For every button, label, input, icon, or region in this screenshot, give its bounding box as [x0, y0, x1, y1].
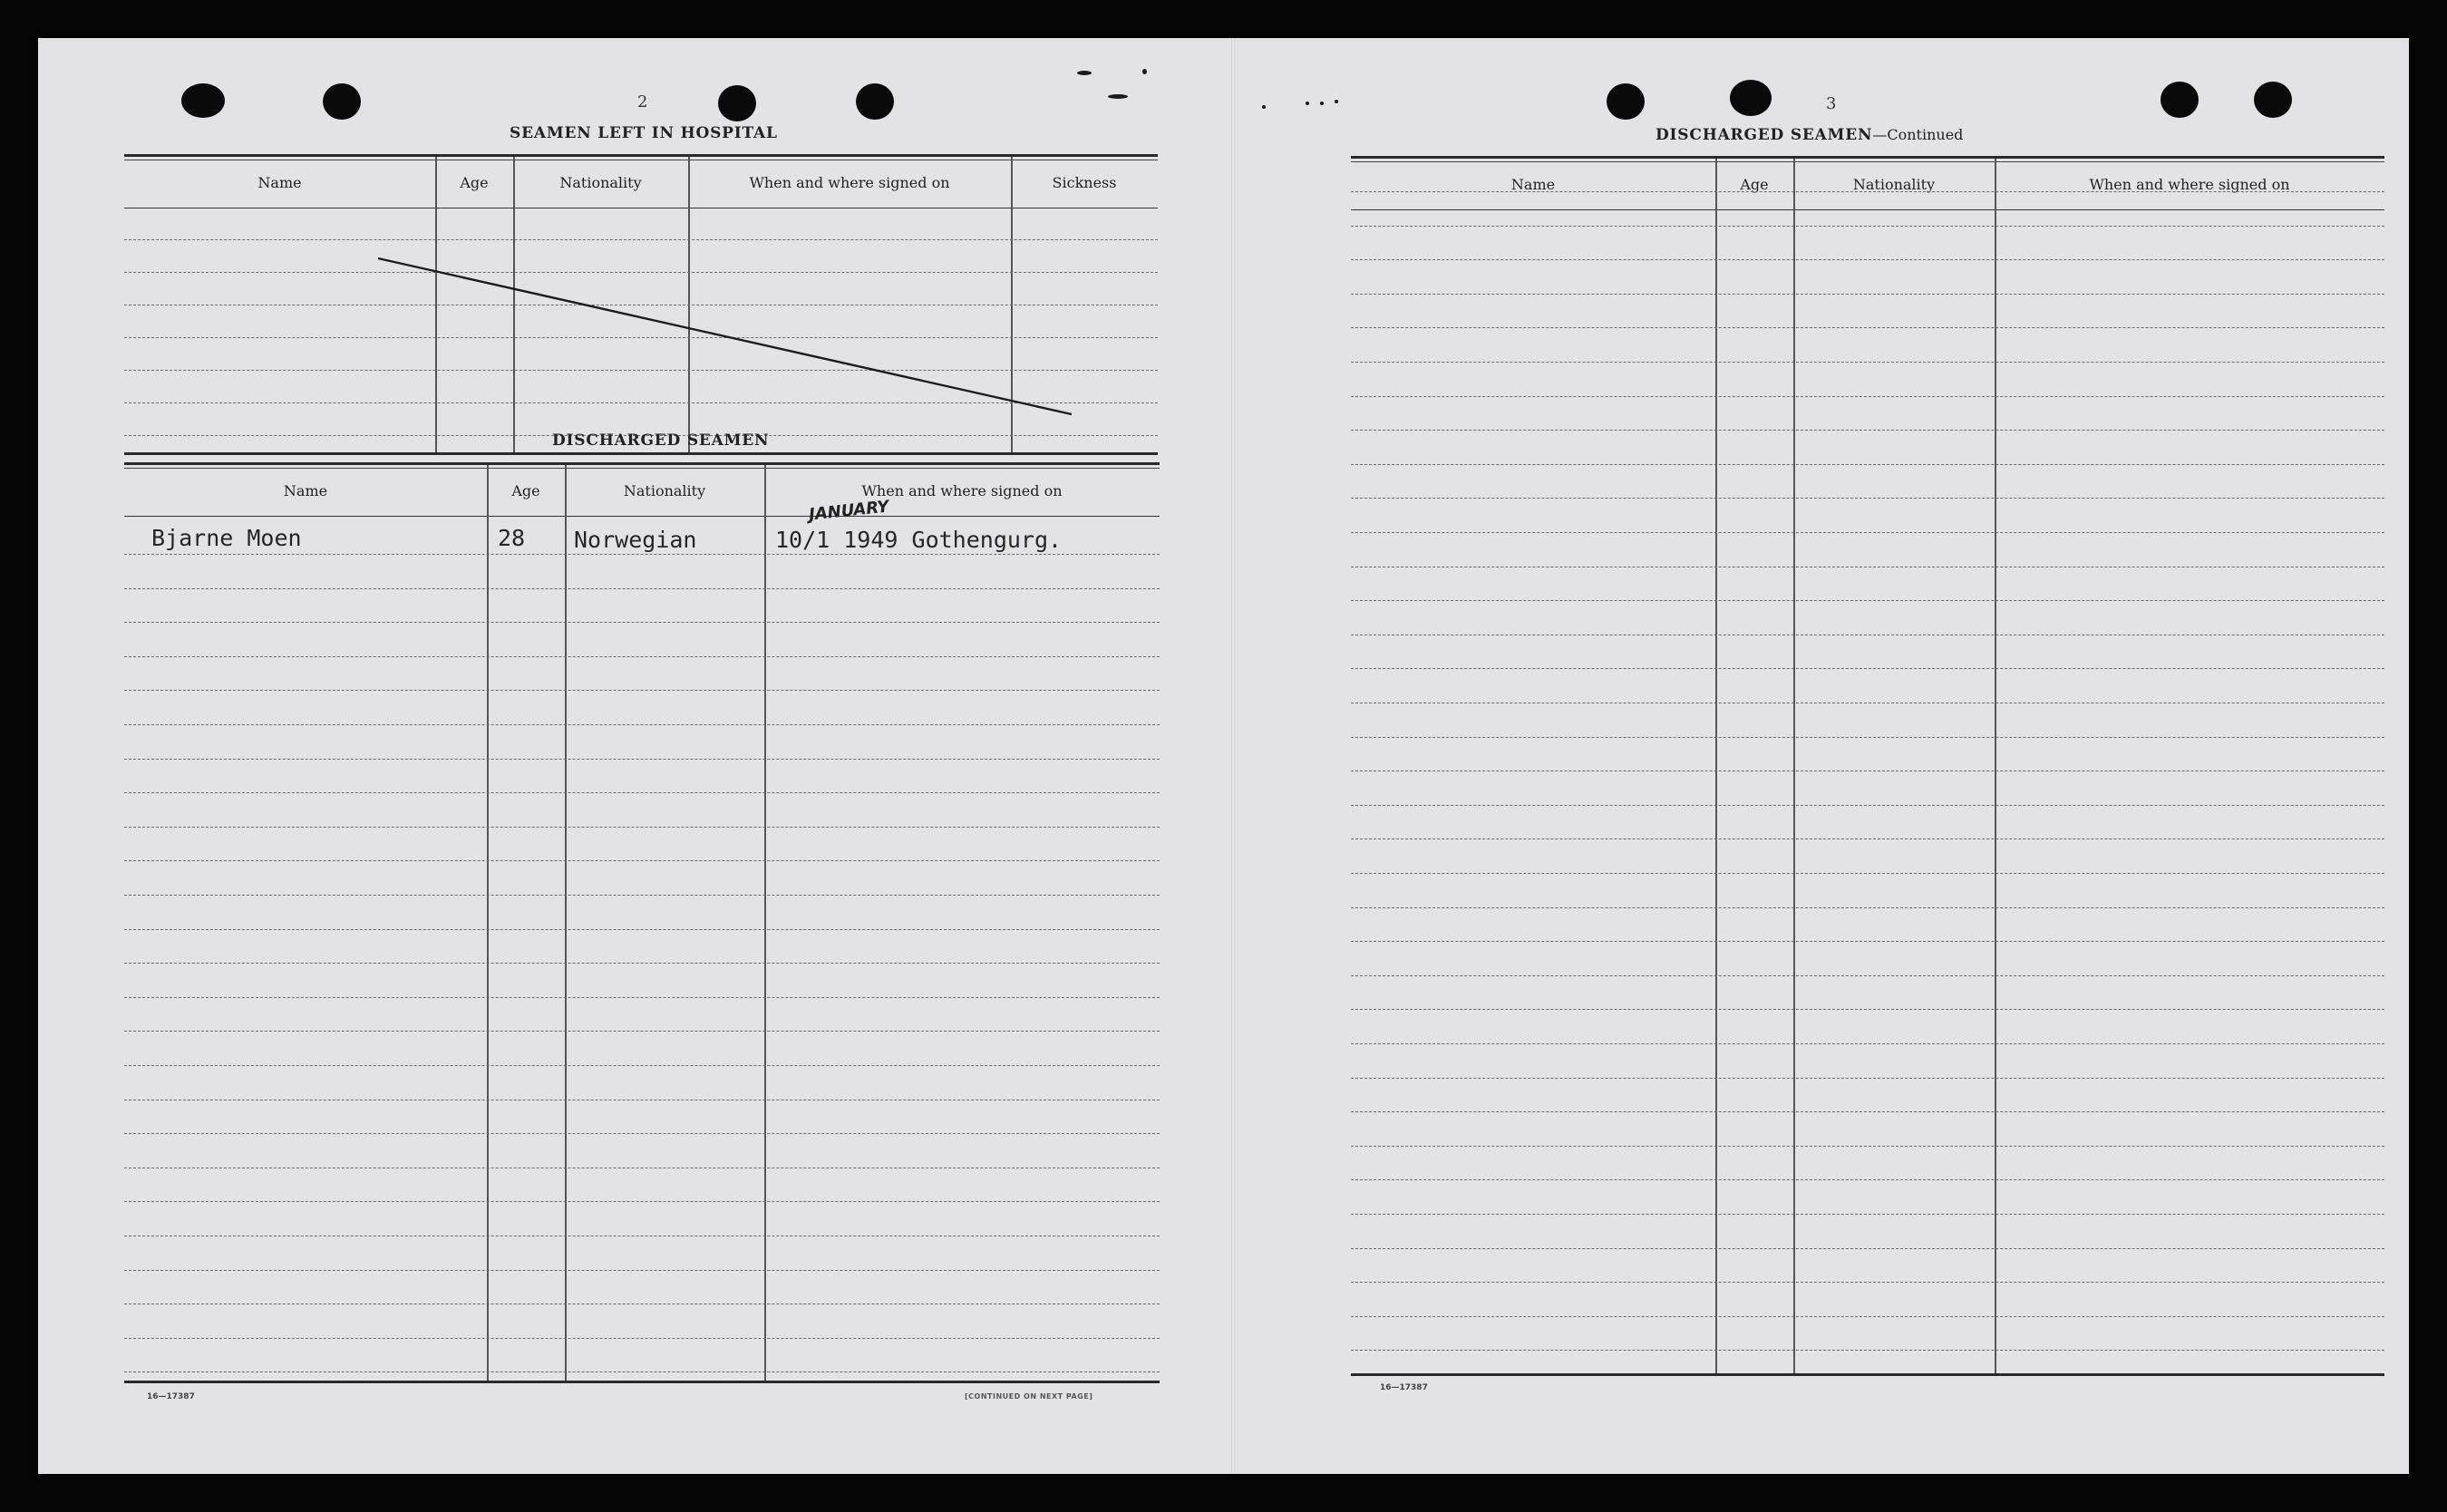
- column-divider: [1715, 159, 1717, 1373]
- row-rule: [1351, 1078, 2384, 1079]
- row-rule: [124, 792, 1160, 793]
- punch-hole: [1607, 83, 1645, 120]
- row-rule: [124, 554, 1160, 555]
- row-rule: [1351, 1316, 2384, 1317]
- punch-hole: [856, 83, 894, 120]
- row-rule: [1351, 975, 2384, 976]
- discharged-table-header: [124, 465, 1160, 517]
- discharged-table: [124, 462, 1160, 1382]
- scan-speck: [1306, 102, 1309, 105]
- left-page: [38, 38, 1233, 1474]
- row-rule: [124, 759, 1160, 760]
- punch-hole: [323, 83, 361, 120]
- document-scan: [38, 38, 2409, 1474]
- form-number: 16—17387: [1380, 1383, 1428, 1392]
- row-rule: [124, 724, 1160, 725]
- scan-speck: [1108, 94, 1128, 99]
- row-rule: [1351, 1043, 2384, 1044]
- column-header-sickness: Sickness: [1052, 173, 1117, 191]
- column-divider: [565, 465, 567, 1381]
- punch-hole: [2161, 82, 2199, 118]
- row-rule: [1351, 1248, 2384, 1249]
- column-header-name: Name: [257, 173, 302, 191]
- row-rule: [1351, 226, 2384, 227]
- row-rule: [1351, 294, 2384, 295]
- row-rule: [1351, 1009, 2384, 1010]
- row-rule: [124, 622, 1160, 623]
- row-rule: [124, 1270, 1160, 1271]
- row-rule: [1351, 668, 2384, 669]
- row-rule: [124, 1338, 1160, 1339]
- row-rule: [124, 1201, 1160, 1202]
- row-rule: [1351, 907, 2384, 908]
- punch-hole: [1730, 80, 1772, 116]
- seaman-signed-on: 10/1 1949 Gothengurg.: [775, 527, 1063, 553]
- scan-speck: [1262, 105, 1266, 109]
- column-header-nationality: Nationality: [559, 173, 642, 191]
- hospital-section-title: SEAMEN LEFT IN HOSPITAL: [510, 124, 778, 142]
- row-rule: [1351, 600, 2384, 601]
- seaman-nationality: Norwegian: [574, 527, 697, 553]
- column-header-name: Name: [1510, 175, 1556, 193]
- punch-hole: [2254, 82, 2292, 118]
- row-rule: [1351, 362, 2384, 363]
- row-rule: [124, 860, 1160, 861]
- row-rule: [1351, 430, 2384, 431]
- row-rule: [124, 827, 1160, 828]
- row-rule: [124, 929, 1160, 930]
- hospital-table: [124, 154, 1158, 454]
- scan-speck: [1142, 69, 1147, 74]
- scan-speck: [1335, 100, 1338, 103]
- scan-speck: [1077, 71, 1092, 75]
- row-rule: [1351, 327, 2384, 328]
- row-rule: [124, 1371, 1160, 1372]
- punch-hole: [718, 85, 756, 121]
- column-divider: [487, 465, 489, 1381]
- row-rule: [124, 1133, 1160, 1134]
- row-rule: [1351, 1214, 2384, 1215]
- row-rule: [1351, 1282, 2384, 1283]
- discharged-continued-title: [1656, 126, 1963, 144]
- continued-table-header: [1351, 159, 2384, 210]
- row-rule: [1351, 737, 2384, 738]
- column-divider: [1995, 159, 1996, 1373]
- scan-speck: [1320, 102, 1324, 105]
- row-rule: [124, 656, 1160, 657]
- continued-note: [CONTINUED ON NEXT PAGE]: [965, 1392, 1093, 1401]
- row-rule: [124, 690, 1160, 691]
- column-header-age: Age: [460, 173, 489, 191]
- column-header-nationality: Nationality: [623, 481, 706, 499]
- section-title-suffix: —Continued: [1872, 126, 1964, 143]
- seaman-name: Bjarne Moen: [151, 525, 302, 551]
- discharged-continued-table: [1351, 156, 2384, 1375]
- row-rule: [1351, 532, 2384, 533]
- column-header-nationality: Nationality: [1852, 175, 1936, 193]
- row-rule: [124, 997, 1160, 998]
- row-rule: [1351, 191, 2384, 192]
- row-rule: [124, 895, 1160, 896]
- row-rule: [1351, 873, 2384, 874]
- seaman-age: 28: [498, 525, 526, 551]
- row-rule: [1351, 1350, 2384, 1351]
- row-rule: [124, 588, 1160, 589]
- column-header-age: Age: [1740, 175, 1769, 193]
- row-rule: [1351, 941, 2384, 942]
- column-header-signed-on: When and where signed on: [749, 173, 950, 191]
- strike-through-line: [124, 157, 1158, 454]
- right-page: [1233, 38, 2409, 1474]
- column-divider: [764, 465, 766, 1381]
- handwritten-month-annotation: JANUARY: [808, 497, 890, 525]
- row-rule: [1351, 498, 2384, 499]
- punch-hole: [181, 83, 225, 118]
- page-number: 3: [1826, 94, 1837, 113]
- row-rule: [124, 1031, 1160, 1032]
- table-bottom-rule: [124, 1381, 1160, 1386]
- row-rule: [1351, 1111, 2384, 1112]
- column-header-age: Age: [511, 481, 540, 499]
- row-rule: [124, 963, 1160, 964]
- column-header-signed-on: When and where signed on: [2089, 175, 2290, 193]
- discharged-section-title: DISCHARGED SEAMEN: [552, 431, 770, 450]
- row-rule: [1351, 259, 2384, 260]
- row-rule: [1351, 805, 2384, 806]
- row-rule: [1351, 396, 2384, 397]
- row-rule: [1351, 838, 2384, 839]
- form-number: 16—17387: [147, 1392, 195, 1401]
- row-rule: [1351, 464, 2384, 465]
- row-rule: [1351, 1146, 2384, 1147]
- column-header-signed-on: When and where signed on: [861, 481, 1063, 499]
- row-rule: [1351, 1179, 2384, 1180]
- table-bottom-rule: [1351, 1373, 2384, 1379]
- column-divider: [1793, 159, 1795, 1373]
- section-title-main: DISCHARGED SEAMEN: [1656, 126, 1873, 144]
- row-rule: [124, 1065, 1160, 1066]
- page-number: 2: [637, 92, 648, 111]
- column-header-name: Name: [283, 481, 328, 499]
